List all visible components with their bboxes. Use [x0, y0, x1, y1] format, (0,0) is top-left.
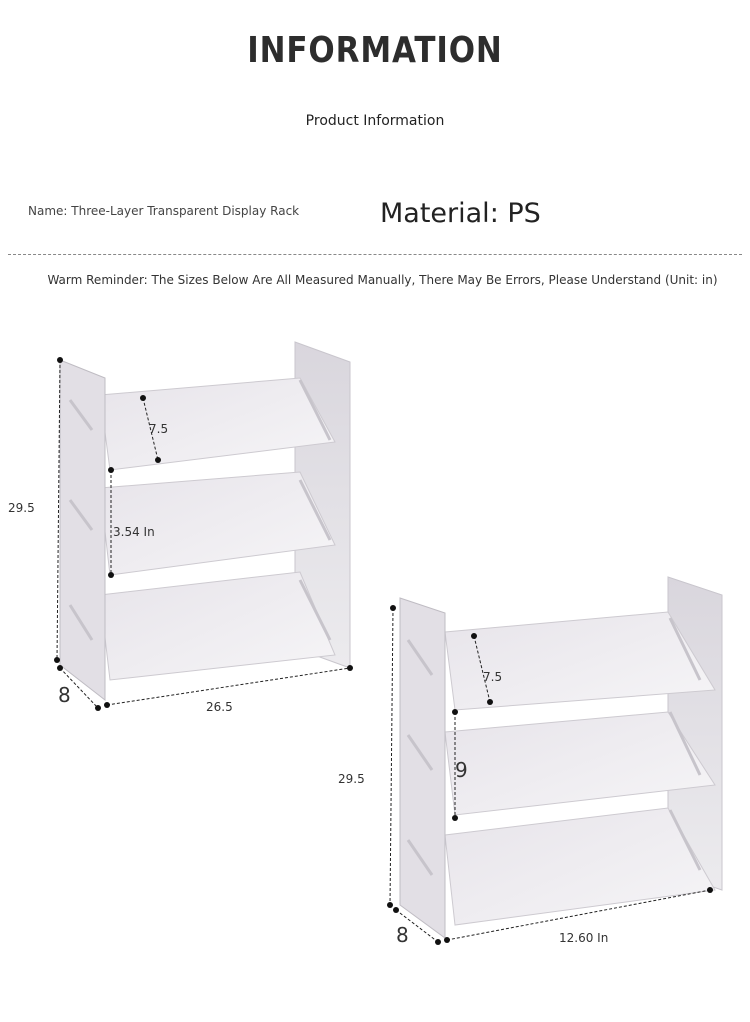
right-rack [400, 577, 722, 938]
left-height-label: 29.5 [8, 501, 35, 515]
page-title: INFORMATION [247, 30, 503, 71]
left-shelf-depth-label: 7.5 [149, 422, 169, 436]
right-width-label: 12.60 In [559, 931, 609, 945]
left-depth-label: 8 [58, 683, 71, 707]
right-shelf-gap-label: 9 [455, 758, 468, 782]
section-subtitle: Product Information [305, 113, 445, 129]
product-material: Material: PS [380, 198, 541, 229]
left-rack [60, 342, 350, 700]
product-name: Name: Three-Layer Transparent Display Rack [28, 204, 300, 218]
left-width-label: 26.5 [206, 700, 233, 714]
right-height-label: 29.5 [338, 772, 365, 786]
right-shelf-depth-label: 7.5 [483, 670, 503, 684]
left-shelf-gap-label: 3.54 In [113, 525, 155, 539]
right-depth-label: 8 [396, 923, 409, 947]
warm-reminder: Warm Reminder: The Sizes Below Are All Measured Manually, There May Be Errors, Please Understand (Unit: in) [47, 273, 718, 287]
